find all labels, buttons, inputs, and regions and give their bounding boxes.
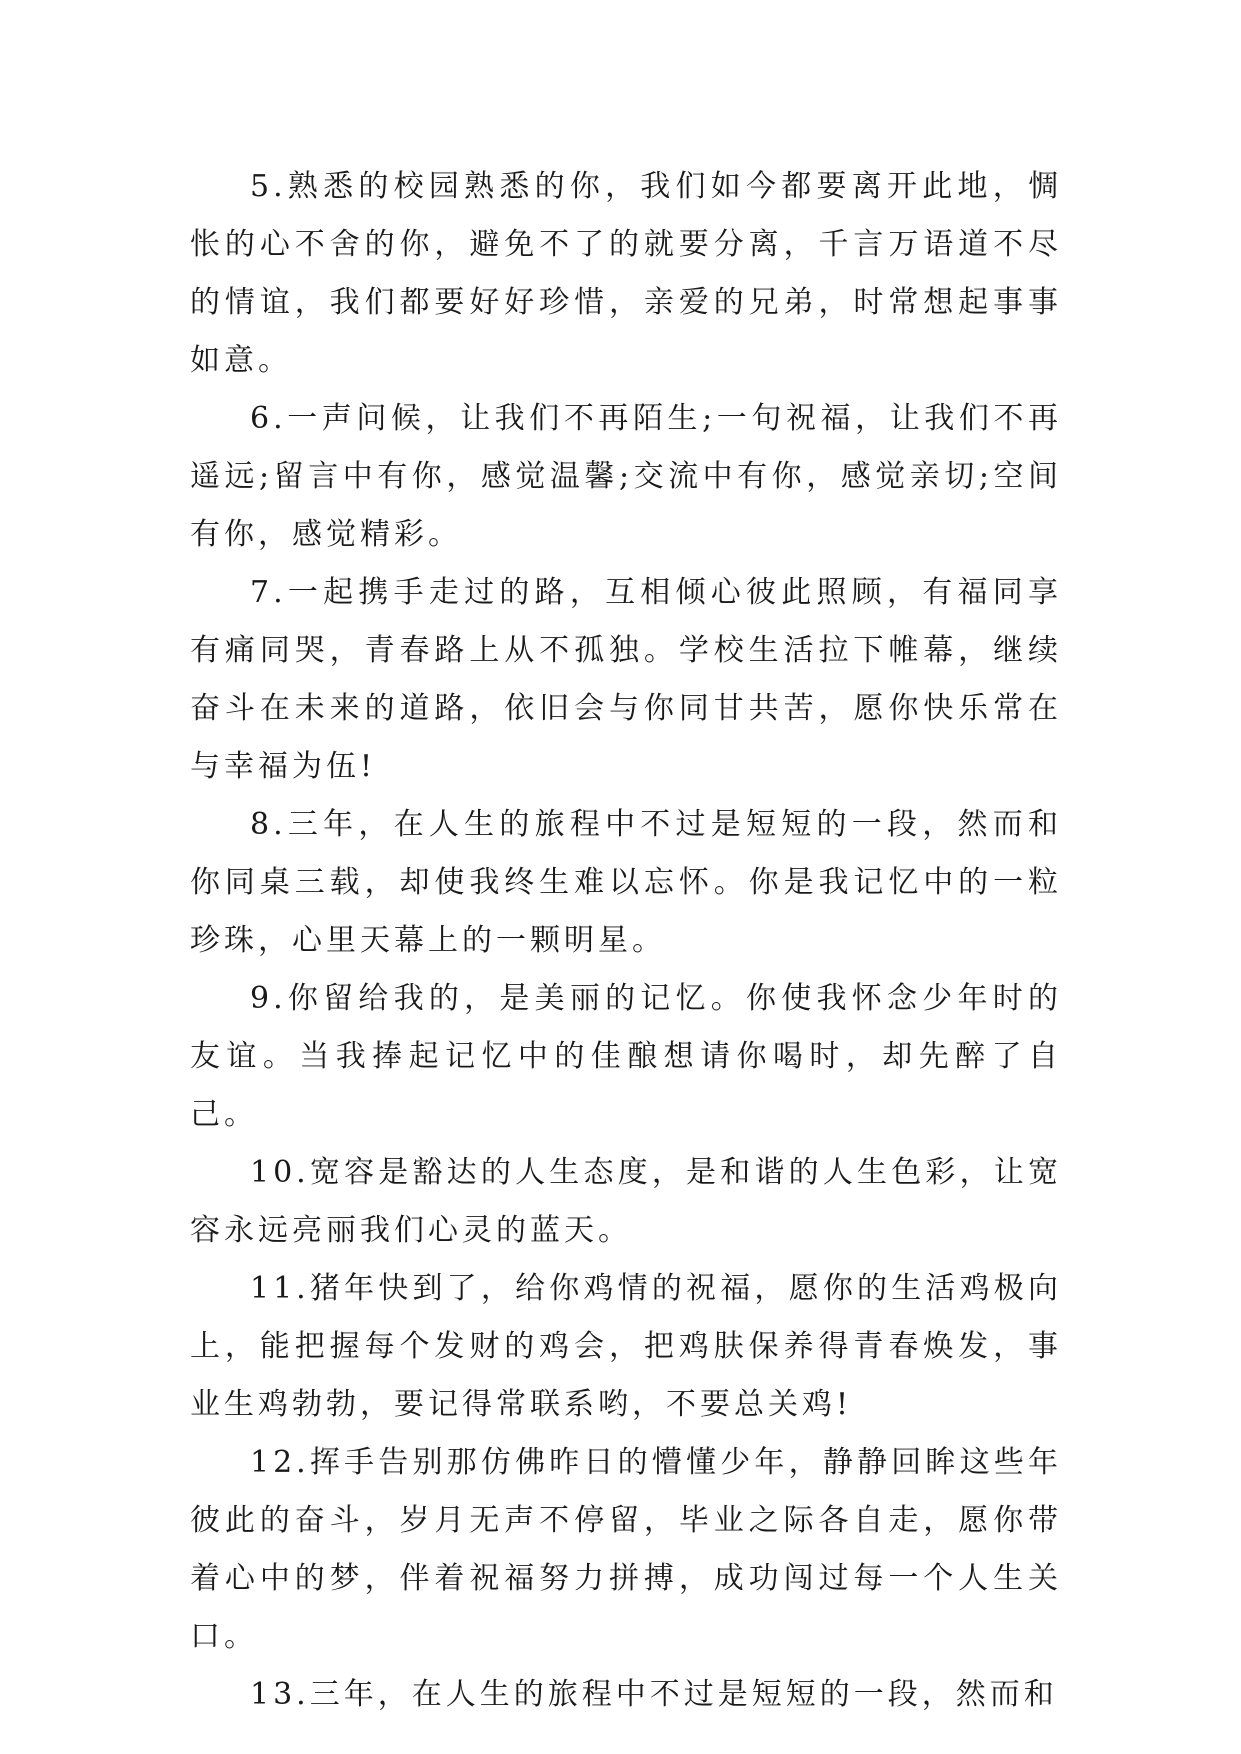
- paragraph-9: 9.你留给我的，是美丽的记忆。你使我怀念少年时的友谊。当我捧起记忆中的佳酿想请你喝时，却先醉了自己。: [190, 981, 1062, 1132]
- document-body: [190, 158, 1062, 1724]
- paragraph-7: 7.一起携手走过的路，互相倾心彼此照顾，有福同享有痛同哭，青春路上从不孤独。学校生活拉下帷幕，继续奋斗在未来的道路，依旧会与你同甘共苦，愿你快乐常在与幸福为伍!: [190, 575, 1062, 784]
- paragraph-10: 10.宽容是豁达的人生态度，是和谐的人生色彩，让宽容永远亮丽我们心灵的蓝天。: [190, 1155, 1062, 1248]
- paragraph-5: 5.熟悉的校园熟悉的你，我们如今都要离开此地，惆怅的心不舍的你，避免不了的就要分离，千言万语道不尽的情谊，我们都要好好珍惜，亲爱的兄弟，时常想起事事如意。: [190, 169, 1062, 378]
- paragraph-13: 13.三年，在人生的旅程中不过是短短的一段，然而和: [250, 1677, 1058, 1712]
- paragraph-11: 11.猪年快到了，给你鸡情的祝福，愿你的生活鸡极向上，能把握每个发财的鸡会，把鸡肤保养得青春焕发，事业生鸡勃勃，要记得常联系哟，不要总关鸡!: [190, 1271, 1062, 1422]
- paragraph-12: 12.挥手告别那仿佛昨日的懵懂少年，静静回眸这些年彼此的奋斗，岁月无声不停留，毕业之际各自走，愿你带着心中的梦，伴着祝福努力拼搏，成功闯过每一个人生关口。: [190, 1445, 1062, 1654]
- paragraph-6: 6.一声问候，让我们不再陌生;一句祝福，让我们不再遥远;留言中有你，感觉温馨;交流中有你，感觉亲切;空间有你，感觉精彩。: [190, 401, 1062, 552]
- paragraph-8: 8.三年，在人生的旅程中不过是短短的一段，然而和你同桌三载，却使我终生难以忘怀。你是我记忆中的一粒珍珠，心里天幕上的一颗明星。: [190, 807, 1062, 958]
